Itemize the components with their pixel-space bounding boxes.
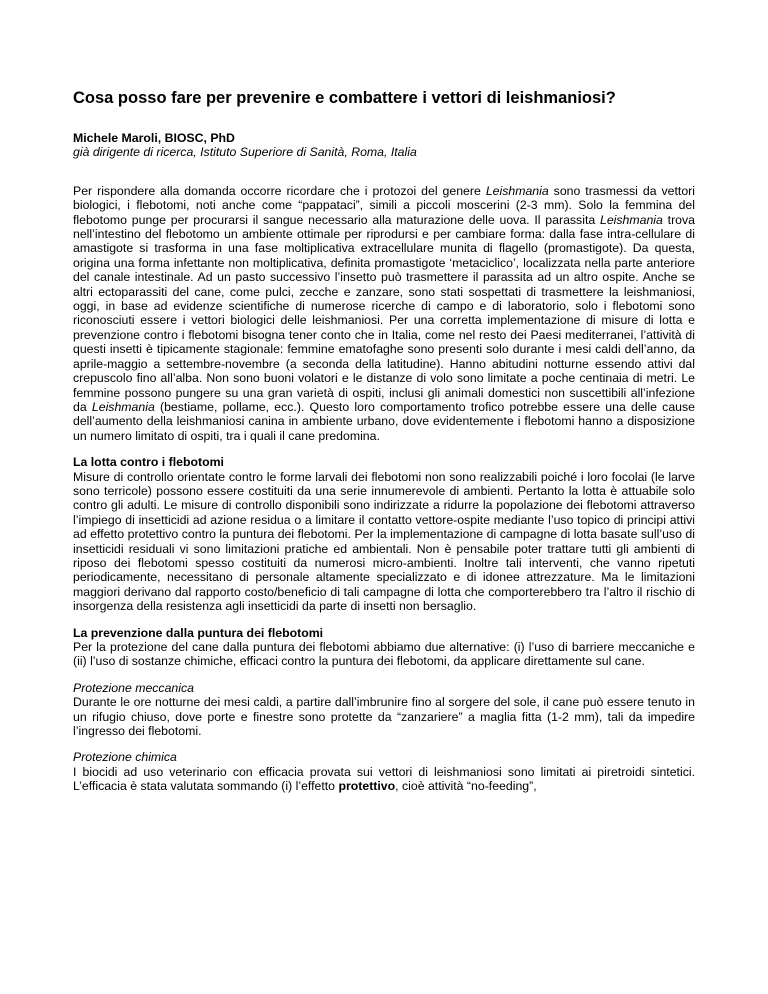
intro-text-2: sono trasmessi da vettori biologici, i flebotomi, noti anche come “pappataci”, simili a piccoli moscerini (2-3 mm). Solo la femmina del flebotomo punge per procurarsi il sangue necessario alla maturazione delle uova. Il parassita: [73, 183, 696, 227]
section-heading-prevenzione: La prevenzione dalla puntura dei flebotomi: [73, 625, 324, 640]
genus-leishmania-2: Leishmania: [599, 212, 663, 227]
genus-leishmania-1: Leishmania: [485, 183, 549, 198]
chimica-text-2: , cioè attività “no-feeding”,: [395, 779, 537, 794]
section-heading-lotta: La lotta contro i flebotomi: [73, 455, 224, 470]
intro-text-1: Per rispondere alla domanda occorre ricordare che i protozoi del genere: [73, 183, 486, 198]
document-title: Cosa posso fare per prevenire e combattere i vettori di leishmaniosi?: [73, 89, 616, 107]
section-lotta: [73, 455, 695, 613]
intro-text-3: trova nell’intestino del flebotomo un ambiente ottimale per riprodursi e per cambiare forma: dalla fase intra-cellulare di amastigote si trasforma in una fase moltiplicativa extracellulare munita di flagello (promastigote). Da questa, origina una forma infettante non moltiplicativa, definita promastigote ‘metaciclico’, localizzata nella parte anteriore del canale intestinale. Ad un pasto successivo l’insetto può trasmettere il parassita ad un altro ospite. Anche se altri ectoparassiti del cane, come pulci, zecche e zanzare, sono stati sospettati di trasmettere la leishmaniosi, oggi, in base ad evidenze scientifiche di numerose ricerche di campo e di laboratorio, solo i flebotomi sono riconosciuti essere i vettori biologici delle leishmaniosi. Per una corretta implementazione di misure di lotta e prevenzione contro i flebotomi bisogna tener conto che in Italia, come nel resto dei Paesi mediterranei, l’attività di questi insetti è tipicamente stagionale: femmine ematofaghe sono presenti solo durante i mesi caldi dell’anno, da aprile-maggio a settembre-novembre (a seconda della latitudine). Hanno abitudini notturne essendo attivi dal crepuscolo fino all’alba. Non sono buoni volatori e le distanze di volo sono limitate a poche centinaia di metri. Le femmine possono pungere su una gran varietà di ospiti, inclusi gli animali domestici non suscettibili all’infezione da: [73, 212, 695, 414]
author-name: Michele Maroli, BIOSC, PhD: [73, 131, 235, 145]
chimica-bold-protettivo: protettivo: [338, 779, 396, 794]
section-text-lotta: Misure di controllo orientate contro le forme larvali dei flebotomi non sono realizzabili poiché i loro focolai (le larve sono terricole) possono essere costituiti da una serie innumerevole di ambienti. Pertanto la lotta è attuabile solo contro gli adulti. Le misure di controllo disponibili sono indirizzate a ridurre la popolazione dei flebotomi attraverso l’impiego di insetticidi ad azione residua o a limitare il contatto vettore-ospite mediante l’uso topico di principi attivi ad effetto protettivo contro la puntura dei flebotomi. Per la implementazione di campagne di lotta basate sull’uso di insetticidi residuali vi sono limitazioni pratiche ed ambientali. Non è pensabile poter trattare tutti gli ambienti di riposo dei flebotomi spesso costituiti da numerosi micro-ambienti. Inoltre tali interventi, che vanno ripetuti periodicamente, necessitano di personale altamente specializzato e di idonee attrezzature. Ma le limitazioni maggiori derivano dal rapporto costo/beneficio di tali campagne di lotta che comporterebbero tra l’altro il rischio di insorgenza della resistenza agli insetticidi da parte di insetti non bersaglio.: [73, 469, 695, 614]
intro-paragraph: [73, 184, 695, 443]
section-text-chimica: [73, 765, 695, 794]
intro-text-4: (bestiame, pollame, ecc.). Questo loro comportamento trofico potrebbe essere una delle cause dell’aumento della leishmaniosi canina in ambiente urbano, dove evidentemente i flebotomi hanno a disposizione un numero limitato di ospiti, tra i quali il cane predomina.: [73, 399, 695, 443]
section-heading-meccanica: Protezione meccanica: [73, 680, 194, 695]
section-chimica: [73, 750, 695, 793]
document-page: [73, 88, 695, 806]
section-text-prevenzione: Per la protezione del cane dalla puntura dei flebotomi abbiamo due alternative: (i) l’uso di barriere meccaniche e (ii) l’uso di sostanze chimiche, efficaci contro la puntura dei flebotomi, da applicare direttamente sul cane.: [73, 640, 695, 669]
section-heading-chimica: Protezione chimica: [73, 750, 177, 765]
genus-leishmania-3: Leishmania: [91, 399, 155, 414]
section-prevenzione: [73, 626, 695, 669]
section-text-meccanica: Durante le ore notturne dei mesi caldi, a partire dall’imbrunire fino al sorgere del sole, il cane può essere tenuto in un rifugio chiuso, dove porte e finestre sono protette da “zanzariere” a maglia fitta (1-2 mm), tali da impedire l’ingresso dei flebotomi.: [73, 695, 695, 739]
section-meccanica: [73, 681, 695, 739]
author-affiliation: già dirigente di ricerca, Istituto Superiore di Sanità, Roma, Italia: [73, 145, 417, 160]
chimica-text-1: I biocidi ad uso veterinario con efficacia provata sui vettori di leishmaniosi sono limitati ai piretroidi sintetici. L’efficacia è stata valutata sommando (i) l’effetto: [73, 764, 695, 794]
